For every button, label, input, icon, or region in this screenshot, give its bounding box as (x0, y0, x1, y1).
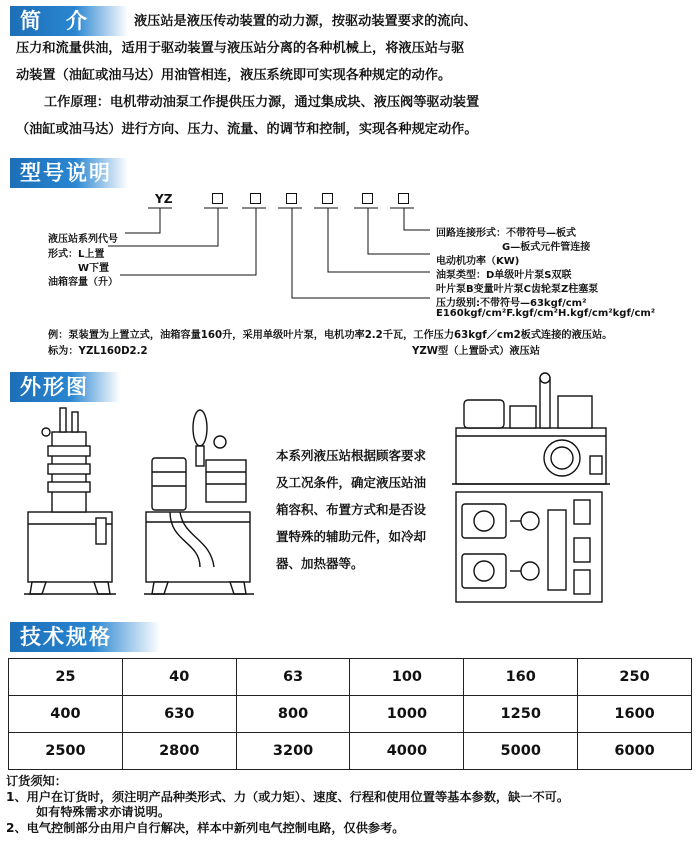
table-cell: 1000 (350, 696, 464, 733)
table-cell: 400 (9, 696, 123, 733)
model-example-right: YZW型（上置卧式）液压站 (412, 346, 540, 357)
table-cell: 800 (236, 696, 350, 733)
intro-line-5: （油缸或油马达）进行方向、压力、流量、的调节和控制，实现各种规定动作。 (16, 122, 478, 137)
model-label-pressure: 压力级别:不带符号—63kgf/cm² (436, 298, 587, 309)
model-label-series: 液压站系列代号 (48, 234, 118, 245)
table-cell: 1250 (464, 696, 578, 733)
model-label-pump-2: 叶片泵B变量叶片泵C齿轮泵Z柱塞泵 (436, 284, 599, 295)
model-heading: 型号说明 (10, 158, 128, 188)
table-row (9, 696, 692, 733)
specs-table (8, 658, 692, 770)
table-cell: 63 (236, 659, 350, 696)
table-cell: 630 (122, 696, 236, 733)
specs-heading: 技术规格 (10, 622, 160, 652)
hydraulic-unit-drawing-3 (450, 370, 615, 610)
table-cell: 6000 (578, 733, 692, 770)
appearance-desc-line-4: 置特殊的辅助元件，如冷却 (276, 529, 427, 544)
table-cell: 2500 (9, 733, 123, 770)
appearance-description (276, 442, 446, 577)
order-notes (6, 774, 569, 836)
appearance-desc-line-5: 器、加热器等。 (276, 556, 364, 571)
model-code-prefix: YZ (155, 192, 173, 206)
model-label-form-w: W下置 (78, 263, 110, 274)
appearance-desc-line-3: 箱容积、布置方式和是否设 (276, 502, 427, 517)
intro-heading: 简 介 (10, 6, 128, 36)
model-label-tank: 油箱容量（升） (48, 277, 118, 288)
model-leader-lines (0, 190, 700, 315)
model-label-form: 形式：L上置 (48, 249, 105, 260)
notes-item-1b: 如有特殊需求亦请说明。 (36, 805, 171, 819)
table-row (9, 733, 692, 770)
intro-line-1: 液压站是液压传动装置的动力源，按驱动装置要求的流向、 (134, 14, 477, 29)
appearance-heading: 外形图 (10, 372, 120, 402)
table-cell: 4000 (350, 733, 464, 770)
intro-line-3: 动装置（油缸或油马达）用油管相连，液压系统即可实现各种规定的动作。 (16, 68, 452, 83)
table-cell: 2800 (122, 733, 236, 770)
table-cell: 160 (464, 659, 578, 696)
hydraulic-unit-drawing-2 (140, 402, 270, 602)
notes-item-2: 2、电气控制部分由用户自行解决，样本中新列电气控制电路，仅供参考。 (6, 820, 405, 835)
model-example-label: 标为：YZL160D2.2 (48, 346, 148, 357)
model-label-pump: 油泵类型：D单级叶片泵S双联 (436, 270, 572, 281)
table-cell: 1600 (578, 696, 692, 733)
table-cell: 3200 (236, 733, 350, 770)
intro-line-2: 压力和流量供油，适用于驱动装置与液压站分离的各种机械上，将液压站与驱 (16, 41, 465, 56)
notes-title: 订货须知： (6, 774, 67, 788)
appearance-desc-line-1: 本系列液压站根据顾客要求 (276, 448, 427, 463)
table-cell: 25 (9, 659, 123, 696)
model-label-motor: 电动机功率（KW) (436, 256, 520, 267)
model-label-circuit-g: G—板式元件管连接 (502, 242, 591, 253)
model-label-pressure-2: E160kgf/cm²F.kgf/cm²H.kgf/cm²kgf/cm² (436, 308, 656, 319)
table-cell: 40 (122, 659, 236, 696)
table-cell: 250 (578, 659, 692, 696)
table-cell: 100 (350, 659, 464, 696)
appearance-desc-line-2: 及工况条件，确定液压站油 (276, 475, 427, 490)
table-row (9, 659, 692, 696)
model-label-circuit: 回路连接形式：不带符号—板式 (436, 228, 576, 239)
intro-line-4: 工作原理：电机带动油泵工作提供压力源，通过集成块、液压阀等驱动装置 (44, 95, 480, 110)
table-cell: 5000 (464, 733, 578, 770)
intro-paragraph (16, 8, 688, 143)
notes-item-1: 1、用户在订货时，须注明产品种类形式、力（或力矩）、速度、行程和使用位置等基本参数，缺一不可。 (6, 789, 570, 804)
model-example: 例：泵装置为上置立式，油箱容量160升，采用单级叶片泵，电机功率2.2千瓦，工作压力63kgf／cm2板式连接的液压站。 (48, 330, 613, 341)
hydraulic-unit-drawing-1 (22, 402, 122, 602)
